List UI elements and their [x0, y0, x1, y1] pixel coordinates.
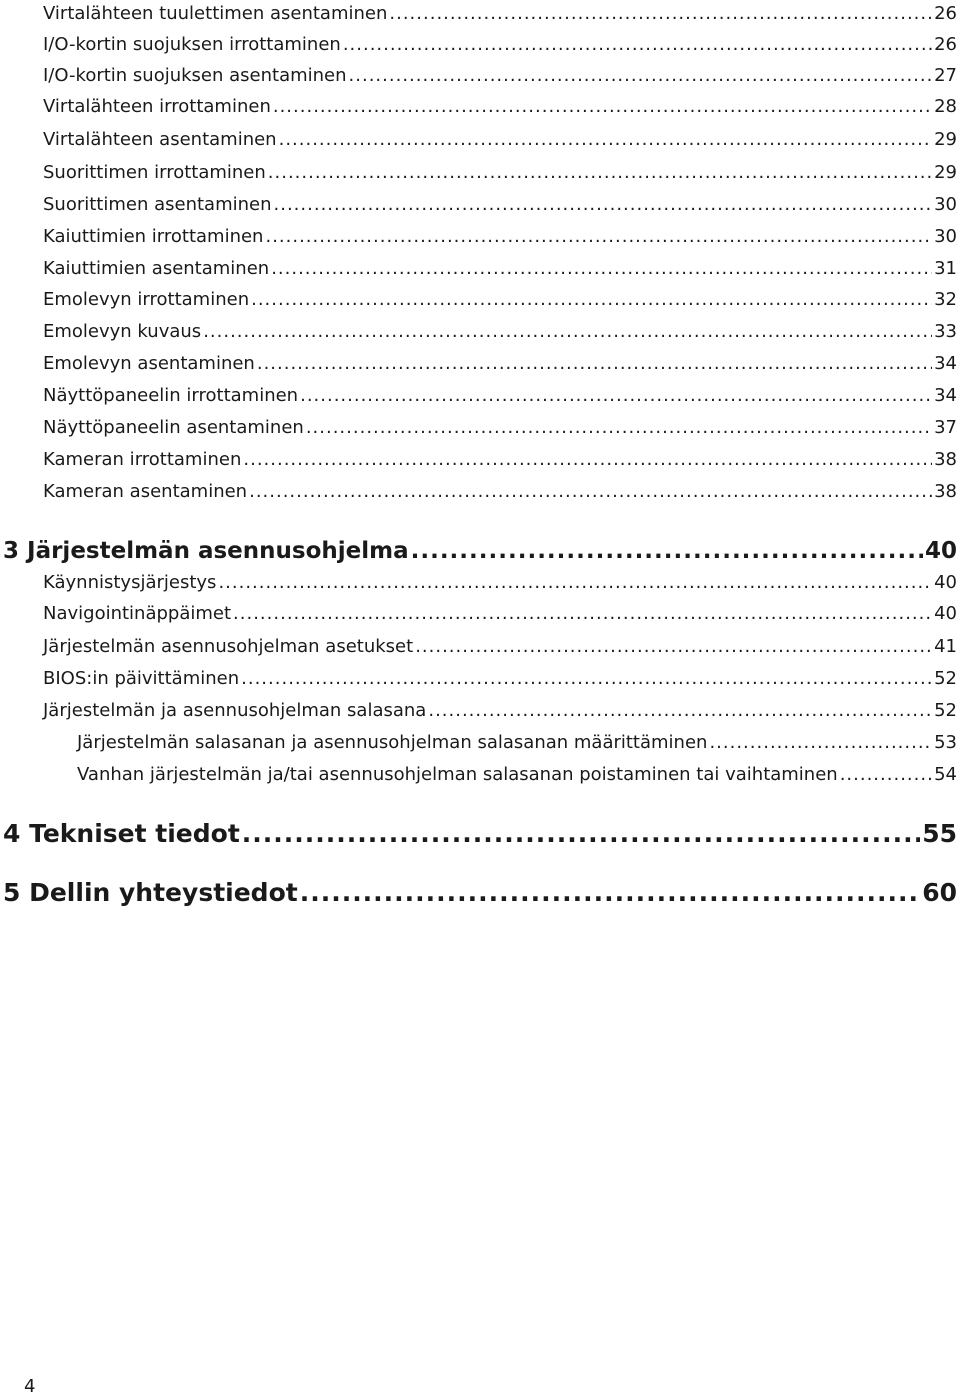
toc-dot-leader [274, 193, 933, 217]
toc-dot-leader [268, 161, 932, 185]
toc-entry-page: 28 [934, 96, 957, 117]
toc-entry-page: 26 [934, 3, 957, 24]
toc-entry-title: Emolevyn irrottaminen [43, 289, 250, 310]
toc-dot-leader [265, 225, 932, 249]
toc-entry[interactable] [43, 320, 957, 344]
toc-dot-leader [840, 763, 932, 787]
toc-entry-page: 41 [934, 636, 957, 657]
toc-chapter-page: 40 [924, 538, 957, 564]
toc-entry-page: 34 [934, 353, 957, 374]
toc-entry-title: Emolevyn asentaminen [43, 353, 255, 374]
toc-entry[interactable] [43, 602, 957, 626]
toc-entry-page: 37 [934, 417, 957, 438]
toc-entry-page: 26 [934, 34, 957, 55]
toc-dot-leader [349, 64, 933, 88]
toc-entry-title: Suorittimen irrottaminen [43, 162, 266, 183]
toc-entry-title: Vanhan järjestelmän ja/tai asennusohjelman salasanan poistaminen tai vaihtaminen [77, 764, 838, 785]
toc-entry-page: 34 [934, 385, 957, 406]
toc-entry-page: 53 [934, 732, 957, 753]
toc-subentry[interactable] [77, 763, 957, 787]
toc-entry-title: Emolevyn kuvaus [43, 321, 202, 342]
toc-dot-leader [218, 571, 932, 595]
toc-entry-title: Näyttöpaneelin asentaminen [43, 417, 304, 438]
toc-entry-page: 29 [934, 162, 957, 183]
toc-entry[interactable] [43, 288, 957, 312]
toc-dot-leader [243, 448, 932, 472]
toc-entry-title: Järjestelmän salasanan ja asennusohjelman salasanan määrittäminen [77, 732, 708, 753]
toc-entry[interactable] [43, 225, 957, 249]
toc-entry[interactable] [43, 33, 957, 57]
toc-dot-leader [279, 128, 933, 152]
toc-entry[interactable] [43, 416, 957, 440]
toc-dot-leader [389, 2, 932, 26]
toc-entry-title: Käynnistysjärjestys [43, 572, 217, 593]
toc-entry-page: 40 [934, 603, 957, 624]
toc-entry[interactable] [43, 161, 957, 185]
toc-dot-leader [242, 817, 920, 851]
toc-entry[interactable] [43, 128, 957, 152]
toc-entry[interactable] [43, 257, 957, 281]
toc-dot-leader [428, 699, 932, 723]
toc-subentry[interactable] [77, 731, 957, 755]
toc-entry[interactable] [43, 635, 957, 659]
toc-dot-leader [273, 95, 932, 119]
toc-entry-page: 30 [934, 226, 957, 247]
toc-entry[interactable] [43, 699, 957, 723]
toc-chapter-page: 55 [922, 819, 957, 848]
toc-dot-leader [249, 480, 932, 504]
toc-entry-page: 29 [934, 129, 957, 150]
toc-entry[interactable] [43, 480, 957, 504]
toc-entry-title: Kameran irrottaminen [43, 449, 242, 470]
toc-entry-page: 30 [934, 194, 957, 215]
toc-chapter[interactable] [3, 536, 957, 566]
toc-dot-leader [271, 257, 932, 281]
toc-entry-title: I/O-kortin suojuksen asentaminen [43, 65, 347, 86]
toc-entry-title: Järjestelmän asennusohjelman asetukset [43, 636, 414, 657]
toc-entry-page: 38 [934, 481, 957, 502]
toc-dot-leader [300, 876, 921, 910]
toc-dot-leader [709, 731, 932, 755]
toc-entry[interactable] [43, 448, 957, 472]
toc-entry-page: 52 [934, 700, 957, 721]
toc-dot-leader [343, 33, 932, 57]
toc-entry-title: Navigointinäppäimet [43, 603, 232, 624]
toc-dot-leader [300, 384, 932, 408]
toc-dot-leader [203, 320, 932, 344]
toc-chapter-title: 3 Järjestelmän asennusohjelma [3, 538, 409, 564]
toc-dot-leader [415, 635, 932, 659]
toc-dot-leader [251, 288, 932, 312]
toc-entry-page: 40 [934, 572, 957, 593]
toc-dot-leader [411, 536, 923, 566]
toc-entry-page: 31 [934, 258, 957, 279]
toc-chapter[interactable] [3, 817, 957, 851]
toc-entry-page: 27 [934, 65, 957, 86]
toc-entry[interactable] [43, 2, 957, 26]
toc-entry-page: 33 [934, 321, 957, 342]
toc-entry-page: 38 [934, 449, 957, 470]
toc-entry-title: Järjestelmän ja asennusohjelman salasana [43, 700, 427, 721]
toc-entry-title: Näyttöpaneelin irrottaminen [43, 385, 299, 406]
toc-entry-title: Virtalähteen tuulettimen asentaminen [43, 3, 388, 24]
toc-entry[interactable] [43, 384, 957, 408]
toc-entry-page: 52 [934, 668, 957, 689]
toc-entry[interactable] [43, 95, 957, 119]
toc-entry-title: Suorittimen asentaminen [43, 194, 272, 215]
toc-entry[interactable] [43, 571, 957, 595]
toc-entry-title: Kaiuttimien asentaminen [43, 258, 270, 279]
toc-entry-title: Kaiuttimien irrottaminen [43, 226, 264, 247]
toc-entry-page: 54 [934, 764, 957, 785]
toc-entry-title: Kameran asentaminen [43, 481, 248, 502]
toc-entry[interactable] [43, 64, 957, 88]
toc-entry-title: Virtalähteen irrottaminen [43, 96, 271, 117]
toc-entry[interactable] [43, 667, 957, 691]
toc-entry-title: I/O-kortin suojuksen irrottaminen [43, 34, 341, 55]
toc-dot-leader [306, 416, 932, 440]
toc-chapter-title: 5 Dellin yhteystiedot [3, 878, 298, 907]
toc-entry-page: 32 [934, 289, 957, 310]
toc-dot-leader [241, 667, 932, 691]
toc-chapter-page: 60 [922, 878, 957, 907]
toc-entry[interactable] [43, 352, 957, 376]
page-number: 4 [24, 1376, 36, 1397]
toc-entry-title: Virtalähteen asentaminen [43, 129, 277, 150]
toc-chapter[interactable] [3, 876, 957, 910]
toc-chapter-title: 4 Tekniset tiedot [3, 819, 240, 848]
toc-entry-title: BIOS:in päivittäminen [43, 668, 240, 689]
toc-entry[interactable] [43, 193, 957, 217]
toc-dot-leader [233, 602, 932, 626]
toc-dot-leader [257, 352, 932, 376]
